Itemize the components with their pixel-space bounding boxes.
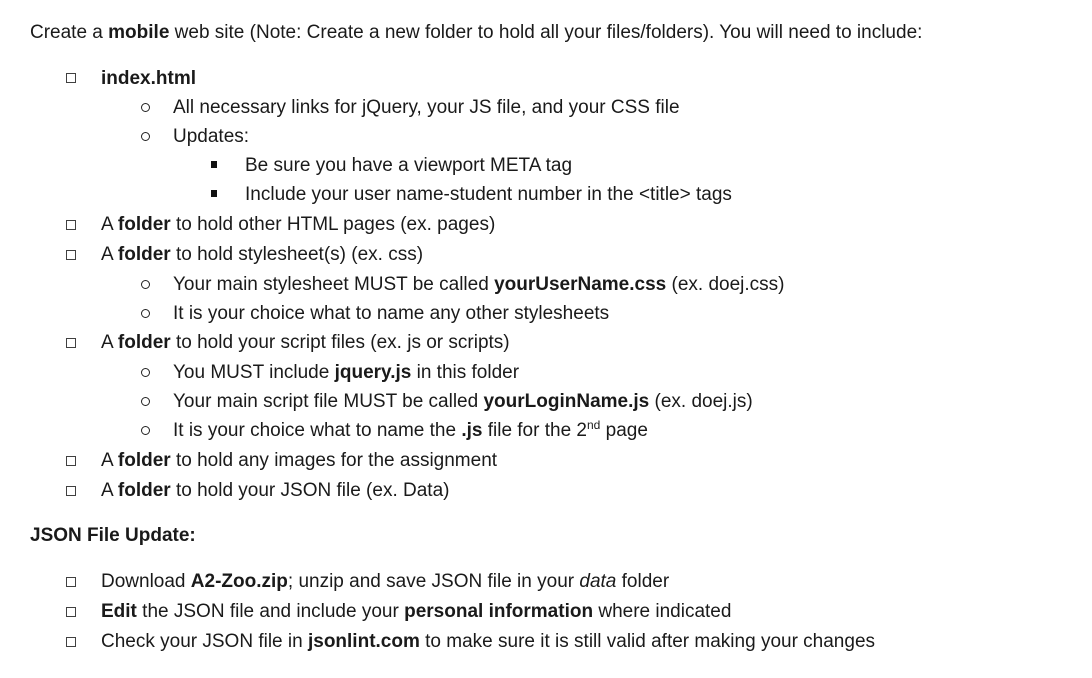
item-folder-css: A folder to hold stylesheet(s) (ex. css)	[101, 244, 424, 265]
circle-bullet-icon	[141, 426, 150, 435]
item-folder-pages: A folder to hold other HTML pages (ex. pages)	[101, 214, 496, 235]
item-folder-json: A folder to hold your JSON file (ex. Data)	[101, 480, 450, 501]
item-folder-js: A folder to hold your script files (ex. js or scripts)	[101, 332, 510, 353]
js-sub-main-script: Your main script file MUST be called yourLoginName.js (ex. doej.js)	[173, 391, 753, 412]
circle-bullet-icon	[141, 309, 150, 318]
square-bullet-icon	[211, 161, 217, 168]
circle-bullet-icon	[141, 132, 150, 141]
json-step-validate: Check your JSON file in jsonlint.com to make sure it is still valid after making your changes	[101, 631, 876, 652]
css-sub-main-stylesheet: Your main stylesheet MUST be called yourUserName.css (ex. doej.css)	[173, 274, 785, 295]
checkbox-icon	[66, 577, 76, 587]
index-sub-updates: Updates:	[173, 126, 250, 147]
checkbox-icon	[66, 220, 76, 230]
json-step-edit: Edit the JSON file and include your personal information where indicated	[101, 601, 732, 622]
css-sub-other-stylesheets: It is your choice what to name any other stylesheets	[173, 303, 610, 324]
checkbox-icon	[66, 486, 76, 496]
checkbox-icon	[66, 250, 76, 260]
checkbox-icon	[66, 637, 76, 647]
index-update-title: Include your user name-student number in the <title> tags	[245, 184, 732, 205]
circle-bullet-icon	[141, 397, 150, 406]
item-index-html: index.html	[101, 68, 197, 89]
section-heading-json: JSON File Update:	[30, 525, 196, 546]
json-step-download: Download A2-Zoo.zip; unzip and save JSON file in your data folder	[101, 571, 670, 592]
js-sub-second-page: It is your choice what to name the .js file for the 2nd page	[173, 418, 648, 441]
intro-text-post: web site (Note: Create a new folder to hold all your files/folders). You will need to include:	[169, 22, 923, 43]
item-folder-images: A folder to hold any images for the assignment	[101, 450, 498, 471]
index-update-viewport: Be sure you have a viewport META tag	[245, 155, 573, 176]
circle-bullet-icon	[141, 103, 150, 112]
intro-text-pre: Create a	[30, 22, 109, 43]
circle-bullet-icon	[141, 280, 150, 289]
checkbox-icon	[66, 338, 76, 348]
checkbox-icon	[66, 607, 76, 617]
js-sub-jquery: You MUST include jquery.js in this folder	[173, 362, 520, 383]
checkbox-icon	[66, 73, 76, 83]
intro-paragraph	[30, 21, 922, 45]
circle-bullet-icon	[141, 368, 150, 377]
index-sub-links: All necessary links for jQuery, your JS file, and your CSS file	[173, 97, 680, 118]
intro-text-bold: mobile	[108, 22, 170, 43]
checkbox-icon	[66, 456, 76, 466]
square-bullet-icon	[211, 190, 217, 197]
